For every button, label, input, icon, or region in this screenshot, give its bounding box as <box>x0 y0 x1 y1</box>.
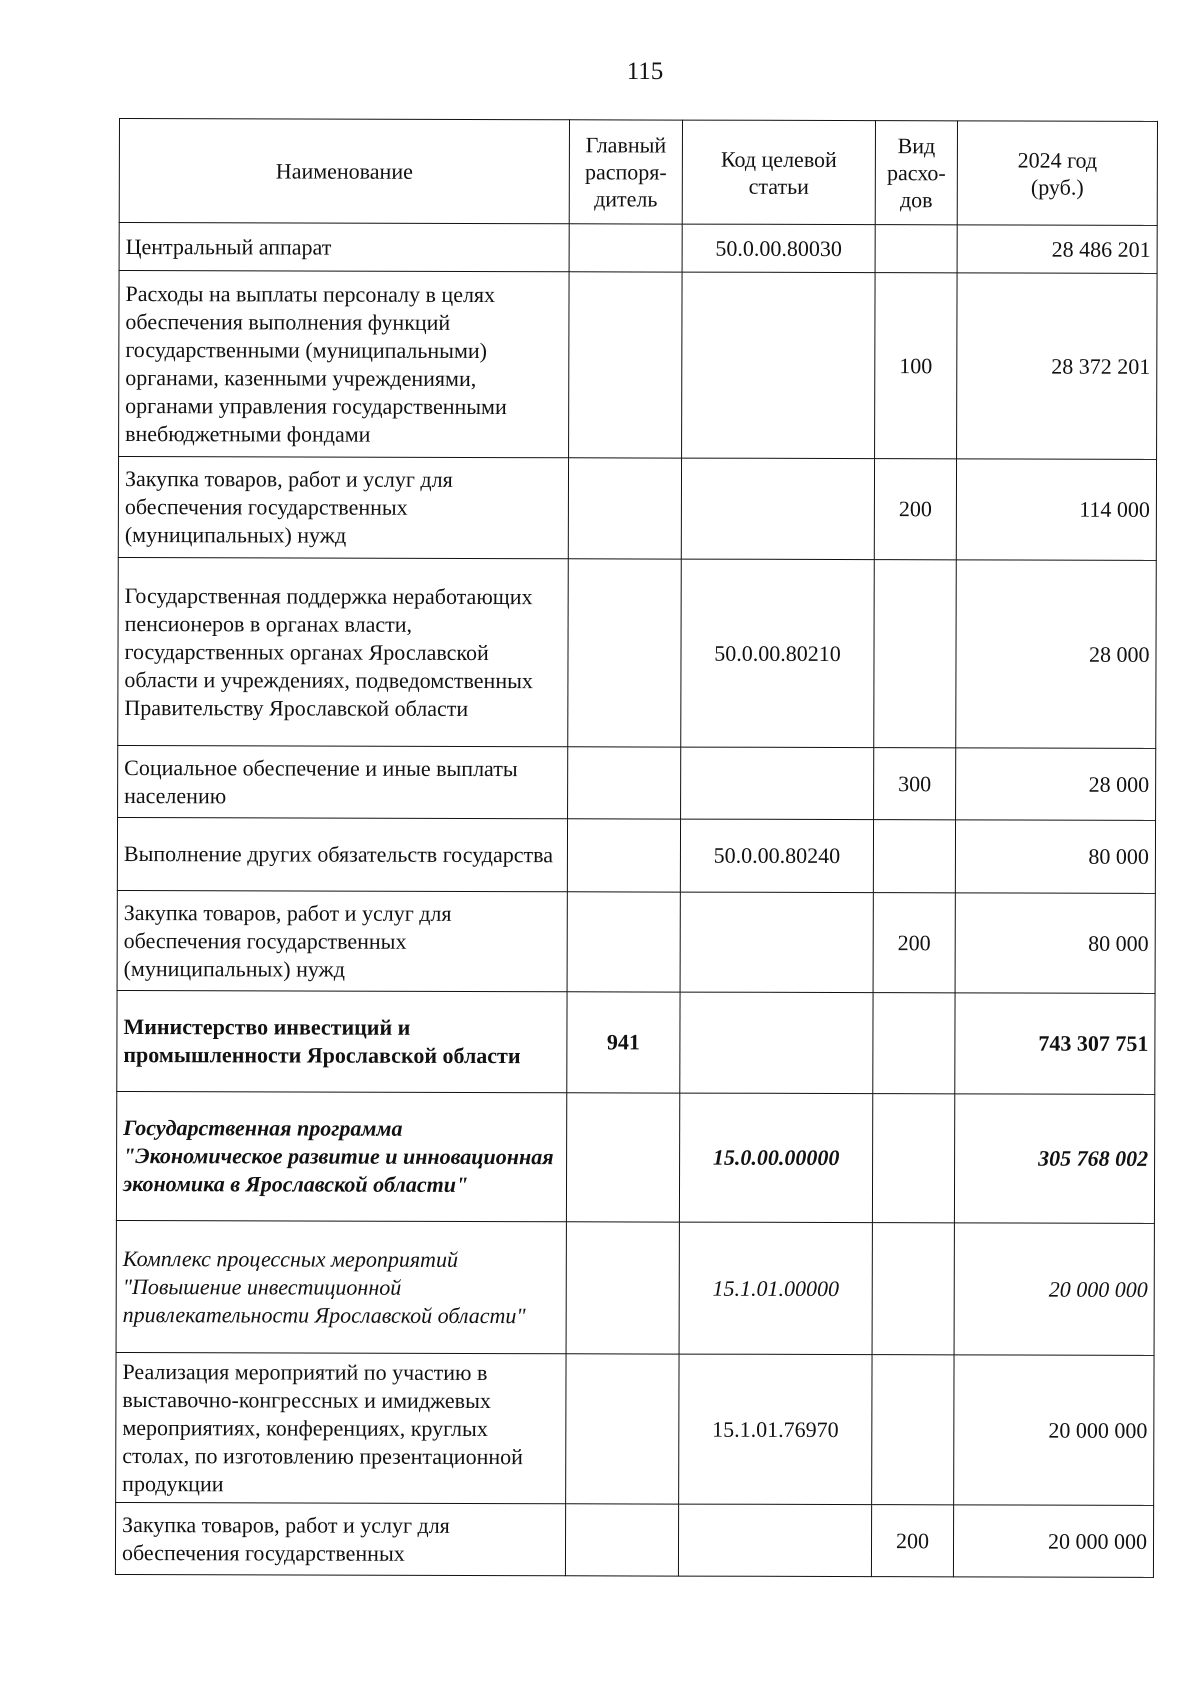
header-expense-type: Вид расхо- дов <box>875 121 957 225</box>
row-expense-type: 200 <box>871 1505 953 1577</box>
row-name: Расходы на выплаты персоналу в целях обеспечения выполнения функций государственными (муниципальными) органами, казенными учреждениями, органами управления государственными внебюджетными фондами <box>119 271 570 458</box>
header-name: Наименование <box>119 119 569 224</box>
row-target-code <box>680 892 873 993</box>
row-target-code: 15.1.01.00000 <box>679 1222 872 1355</box>
row-target-code: 15.1.01.76970 <box>679 1354 872 1505</box>
page-number: 115 <box>626 58 664 85</box>
row-amount: 743 307 751 <box>955 993 1155 1095</box>
table-row <box>118 557 1157 748</box>
row-expense-type: 100 <box>875 273 958 459</box>
table-row <box>116 1091 1154 1223</box>
row-main-manager <box>566 1354 679 1504</box>
row-main-manager <box>567 892 680 992</box>
table-body <box>115 223 1157 1578</box>
table-row <box>117 890 1155 993</box>
row-main-manager <box>566 1093 679 1222</box>
row-main-manager: 941 <box>567 992 680 1093</box>
table-header-row <box>119 119 1157 226</box>
row-main-manager <box>568 458 681 559</box>
row-main-manager <box>568 559 682 747</box>
row-name: Социальное обеспечение и иные выплаты населению <box>118 745 568 818</box>
row-main-manager <box>566 1222 679 1354</box>
row-target-code <box>681 458 874 560</box>
row-main-manager <box>569 224 682 272</box>
row-target-code <box>682 272 876 459</box>
row-name: Реализация мероприятий по участию в выставочно-конгрессных и имиджевых мероприятиях, конференциях, круглых столах, по изготовлению презентационной продукции <box>116 1352 566 1503</box>
row-name: Закупка товаров, работ и услуг для обеспечения государственных (муниципальных) нужд <box>118 457 568 559</box>
table-row <box>117 990 1155 1094</box>
row-amount: 114 000 <box>956 459 1156 561</box>
row-target-code: 50.0.00.80240 <box>680 819 873 893</box>
row-amount: 305 768 002 <box>954 1094 1154 1224</box>
row-name: Государственная поддержка неработающих пенсионеров в органах власти, государственных органах Ярославской области и учреждениях, подведомственных Правительству Ярославской области <box>118 557 569 746</box>
header-target-code: Код целевой статьи <box>682 120 875 225</box>
row-amount: 28 000 <box>956 748 1156 821</box>
row-amount: 80 000 <box>955 893 1155 994</box>
row-amount: 28 372 201 <box>957 273 1158 460</box>
row-main-manager <box>569 272 683 458</box>
table-row <box>118 457 1156 561</box>
table-row <box>118 745 1156 820</box>
row-expense-type: 300 <box>874 748 956 820</box>
row-target-code: 50.0.00.80030 <box>682 224 875 273</box>
row-expense-type <box>874 560 957 748</box>
table-row <box>119 223 1157 274</box>
row-target-code <box>681 747 874 820</box>
row-expense-type: 200 <box>873 893 955 993</box>
row-expense-type: 200 <box>874 459 956 560</box>
row-name: Центральный аппарат <box>119 223 569 272</box>
row-main-manager <box>567 819 680 892</box>
row-name: Закупка товаров, работ и услуг для обеспечения государственных <box>115 1502 565 1575</box>
header-main-manager: Главный распоря- дитель <box>569 120 682 224</box>
row-amount: 80 000 <box>955 820 1155 894</box>
row-target-code: 50.0.00.80210 <box>681 559 875 748</box>
row-expense-type <box>872 1223 954 1355</box>
table-row <box>119 271 1158 460</box>
row-main-manager <box>565 1504 678 1576</box>
row-target-code <box>680 992 873 1094</box>
table-row <box>115 1502 1153 1577</box>
row-name: Выполнение других обязательств государства <box>117 817 567 891</box>
row-name: Министерство инвестиций и промышленности Ярославской области <box>117 990 567 1092</box>
row-amount: 28 486 201 <box>957 225 1157 274</box>
row-expense-type <box>873 820 955 893</box>
row-name: Закупка товаров, работ и услуг для обеспечения государственных (муниципальных) нужд <box>117 890 567 991</box>
row-target-code <box>678 1504 871 1577</box>
row-name: Государственная программа "Экономическое развитие и инновационная экономика в Ярославской области" <box>116 1091 566 1221</box>
row-amount: 20 000 000 <box>953 1505 1153 1578</box>
row-target-code: 15.0.00.00000 <box>679 1093 872 1223</box>
row-expense-type <box>872 1355 954 1505</box>
row-expense-type <box>873 993 955 1094</box>
row-amount: 20 000 000 <box>954 1223 1154 1356</box>
budget-table <box>115 118 1158 1578</box>
header-year-2024: 2024 год (руб.) <box>957 121 1157 226</box>
table-row <box>117 817 1155 893</box>
row-expense-type <box>872 1094 954 1223</box>
row-amount: 20 000 000 <box>954 1355 1154 1506</box>
table-row <box>116 1220 1154 1355</box>
row-expense-type <box>875 225 957 273</box>
row-main-manager <box>568 747 681 819</box>
row-name: Комплекс процессных мероприятий "Повышение инвестиционной привлекательности Ярославской области" <box>116 1220 566 1353</box>
row-amount: 28 000 <box>956 560 1157 749</box>
table-row <box>116 1352 1154 1505</box>
